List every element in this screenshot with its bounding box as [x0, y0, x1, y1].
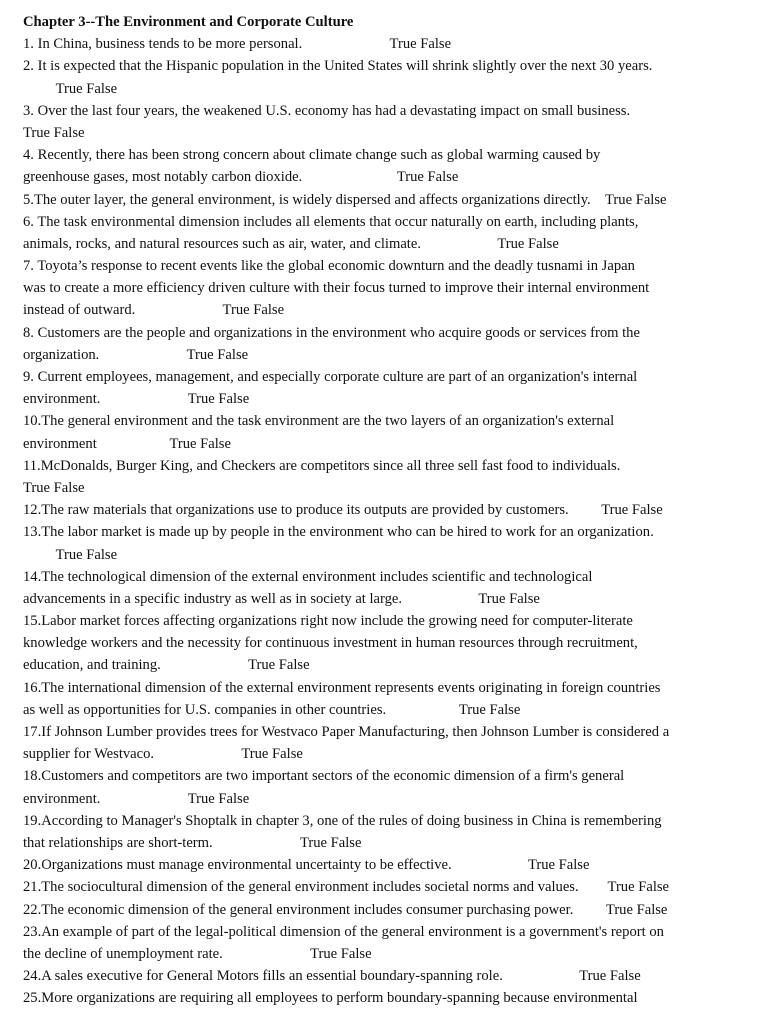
- question-text-line: 9. Current employees, management, and especially corporate culture are part of an organization's internal: [23, 369, 638, 386]
- question-text-line: 11.McDonalds, Burger King, and Checkers are competitors since all three sell fast food to individuals.: [23, 457, 621, 474]
- question-text-line: 20.Organizations must manage environmental uncertainty to be effective. True False: [23, 857, 590, 874]
- question-item: [23, 455, 753, 499]
- question-text-line: True False: [23, 124, 85, 141]
- question-text-line: 21.The sociocultural dimension of the general environment includes societal norms and values. True False: [23, 879, 670, 896]
- question-text-line: 24.A sales executive for General Motors fills an essential boundary-spanning role. True False: [23, 968, 641, 985]
- chapter-title: Chapter 3--The Environment and Corporate Culture: [23, 14, 354, 30]
- question-text-line: 19.According to Manager's Shoptalk in chapter 3, one of the rules of doing business in China is remembering: [23, 812, 662, 829]
- question-text-line: 18.Customers and competitors are two important sectors of the economic dimension of a firm's general: [23, 768, 625, 785]
- question-item: [23, 810, 753, 854]
- question-text-line: 8. Customers are the people and organizations in the environment who acquire goods or services from the: [23, 324, 640, 341]
- question-text-line: knowledge workers and the necessity for continuous investment in human resources through recruitment,: [23, 635, 638, 652]
- question-item: [23, 876, 753, 898]
- question-text-line: 3. Over the last four years, the weakened U.S. economy has had a devastating impact on small business.: [23, 102, 631, 119]
- question-item: [23, 521, 753, 565]
- question-item: [23, 721, 753, 765]
- question-text-line: was to create a more efficiency driven culture with their focus turned to improve their internal environment: [23, 280, 650, 297]
- question-text-line: organization. True False: [23, 346, 249, 363]
- question-text-line: 5.The outer layer, the general environment, is widely dispersed and affects organizations directly. True False: [23, 191, 667, 208]
- question-item: [23, 677, 753, 721]
- question-text-line: 13.The labor market is made up by people in the environment who can be hired to work for an organization.: [23, 524, 654, 541]
- question-item: [23, 854, 753, 876]
- question-text-line: 7. Toyota’s response to recent events like the global economic downturn and the deadly tusnami in Japan: [23, 258, 635, 275]
- question-item: [23, 366, 753, 410]
- question-item: [23, 100, 753, 144]
- question-text-line: as well as opportunities for U.S. companies in other countries. True False: [23, 701, 521, 718]
- question-item: [23, 499, 753, 521]
- question-text-line: True False: [23, 80, 118, 97]
- question-item: [23, 211, 753, 255]
- question-text-line: supplier for Westvaco. True False: [23, 746, 303, 763]
- question-item: [23, 765, 753, 809]
- question-text-line: environment. True False: [23, 391, 250, 408]
- question-text-line: 10.The general environment and the task environment are the two layers of an organization's external: [23, 413, 615, 430]
- question-text-line: 23.An example of part of the legal-political dimension of the general environment is a government's report on: [23, 923, 664, 940]
- question-text-line: 4. Recently, there has been strong concern about climate change such as global warming caused by: [23, 147, 601, 164]
- question-item: [23, 144, 753, 188]
- question-item: [23, 987, 753, 1009]
- question-text-line: 14.The technological dimension of the external environment includes scientific and technological: [23, 568, 593, 585]
- question-text-line: 25.More organizations are requiring all employees to perform boundary-spanning because environmental: [23, 990, 638, 1007]
- question-item: [23, 610, 753, 677]
- question-text-line: education, and training. True False: [23, 657, 310, 674]
- question-item: [23, 566, 753, 610]
- question-text-line: 16.The international dimension of the external environment represents events originating in foreign countries: [23, 679, 661, 696]
- question-text-line: 2. It is expected that the Hispanic population in the United States will shrink slightly over the next 30 years.: [23, 58, 653, 75]
- question-text-line: 17.If Johnson Lumber provides trees for Westvaco Paper Manufacturing, then Johnson Lumber is considered a: [23, 724, 670, 741]
- question-item: [23, 410, 753, 454]
- question-text-line: that relationships are short-term. True False: [23, 834, 362, 851]
- document-page: [23, 11, 753, 1009]
- question-text-line: advancements in a specific industry as well as in society at large. True False: [23, 590, 540, 607]
- question-text-line: environment. True False: [23, 790, 250, 807]
- question-list: [23, 33, 753, 1009]
- question-text-line: 6. The task environmental dimension includes all elements that occur naturally on earth, including plants,: [23, 213, 639, 230]
- question-text-line: 12.The raw materials that organizations use to produce its outputs are provided by customers. True False: [23, 502, 663, 519]
- question-item: [23, 322, 753, 366]
- question-text-line: True False: [23, 546, 118, 563]
- question-text-line: instead of outward. True False: [23, 302, 285, 319]
- question-item: [23, 55, 753, 99]
- question-item: [23, 965, 753, 987]
- question-text-line: 15.Labor market forces affecting organizations right now include the growing need for computer-literate: [23, 613, 633, 630]
- question-text-line: 1. In China, business tends to be more personal. True False: [23, 36, 452, 53]
- question-text-line: the decline of unemployment rate. True False: [23, 945, 372, 962]
- question-item: [23, 189, 753, 211]
- question-item: [23, 921, 753, 965]
- question-text-line: 22.The economic dimension of the general environment includes consumer purchasing power. True False: [23, 901, 668, 918]
- question-text-line: greenhouse gases, most notably carbon dioxide. True False: [23, 169, 459, 186]
- question-text-line: environment True False: [23, 435, 231, 452]
- question-item: [23, 33, 753, 55]
- question-item: [23, 899, 753, 921]
- question-text-line: animals, rocks, and natural resources such as air, water, and climate. True False: [23, 235, 559, 252]
- question-text-line: True False: [23, 479, 85, 496]
- question-item: [23, 255, 753, 322]
